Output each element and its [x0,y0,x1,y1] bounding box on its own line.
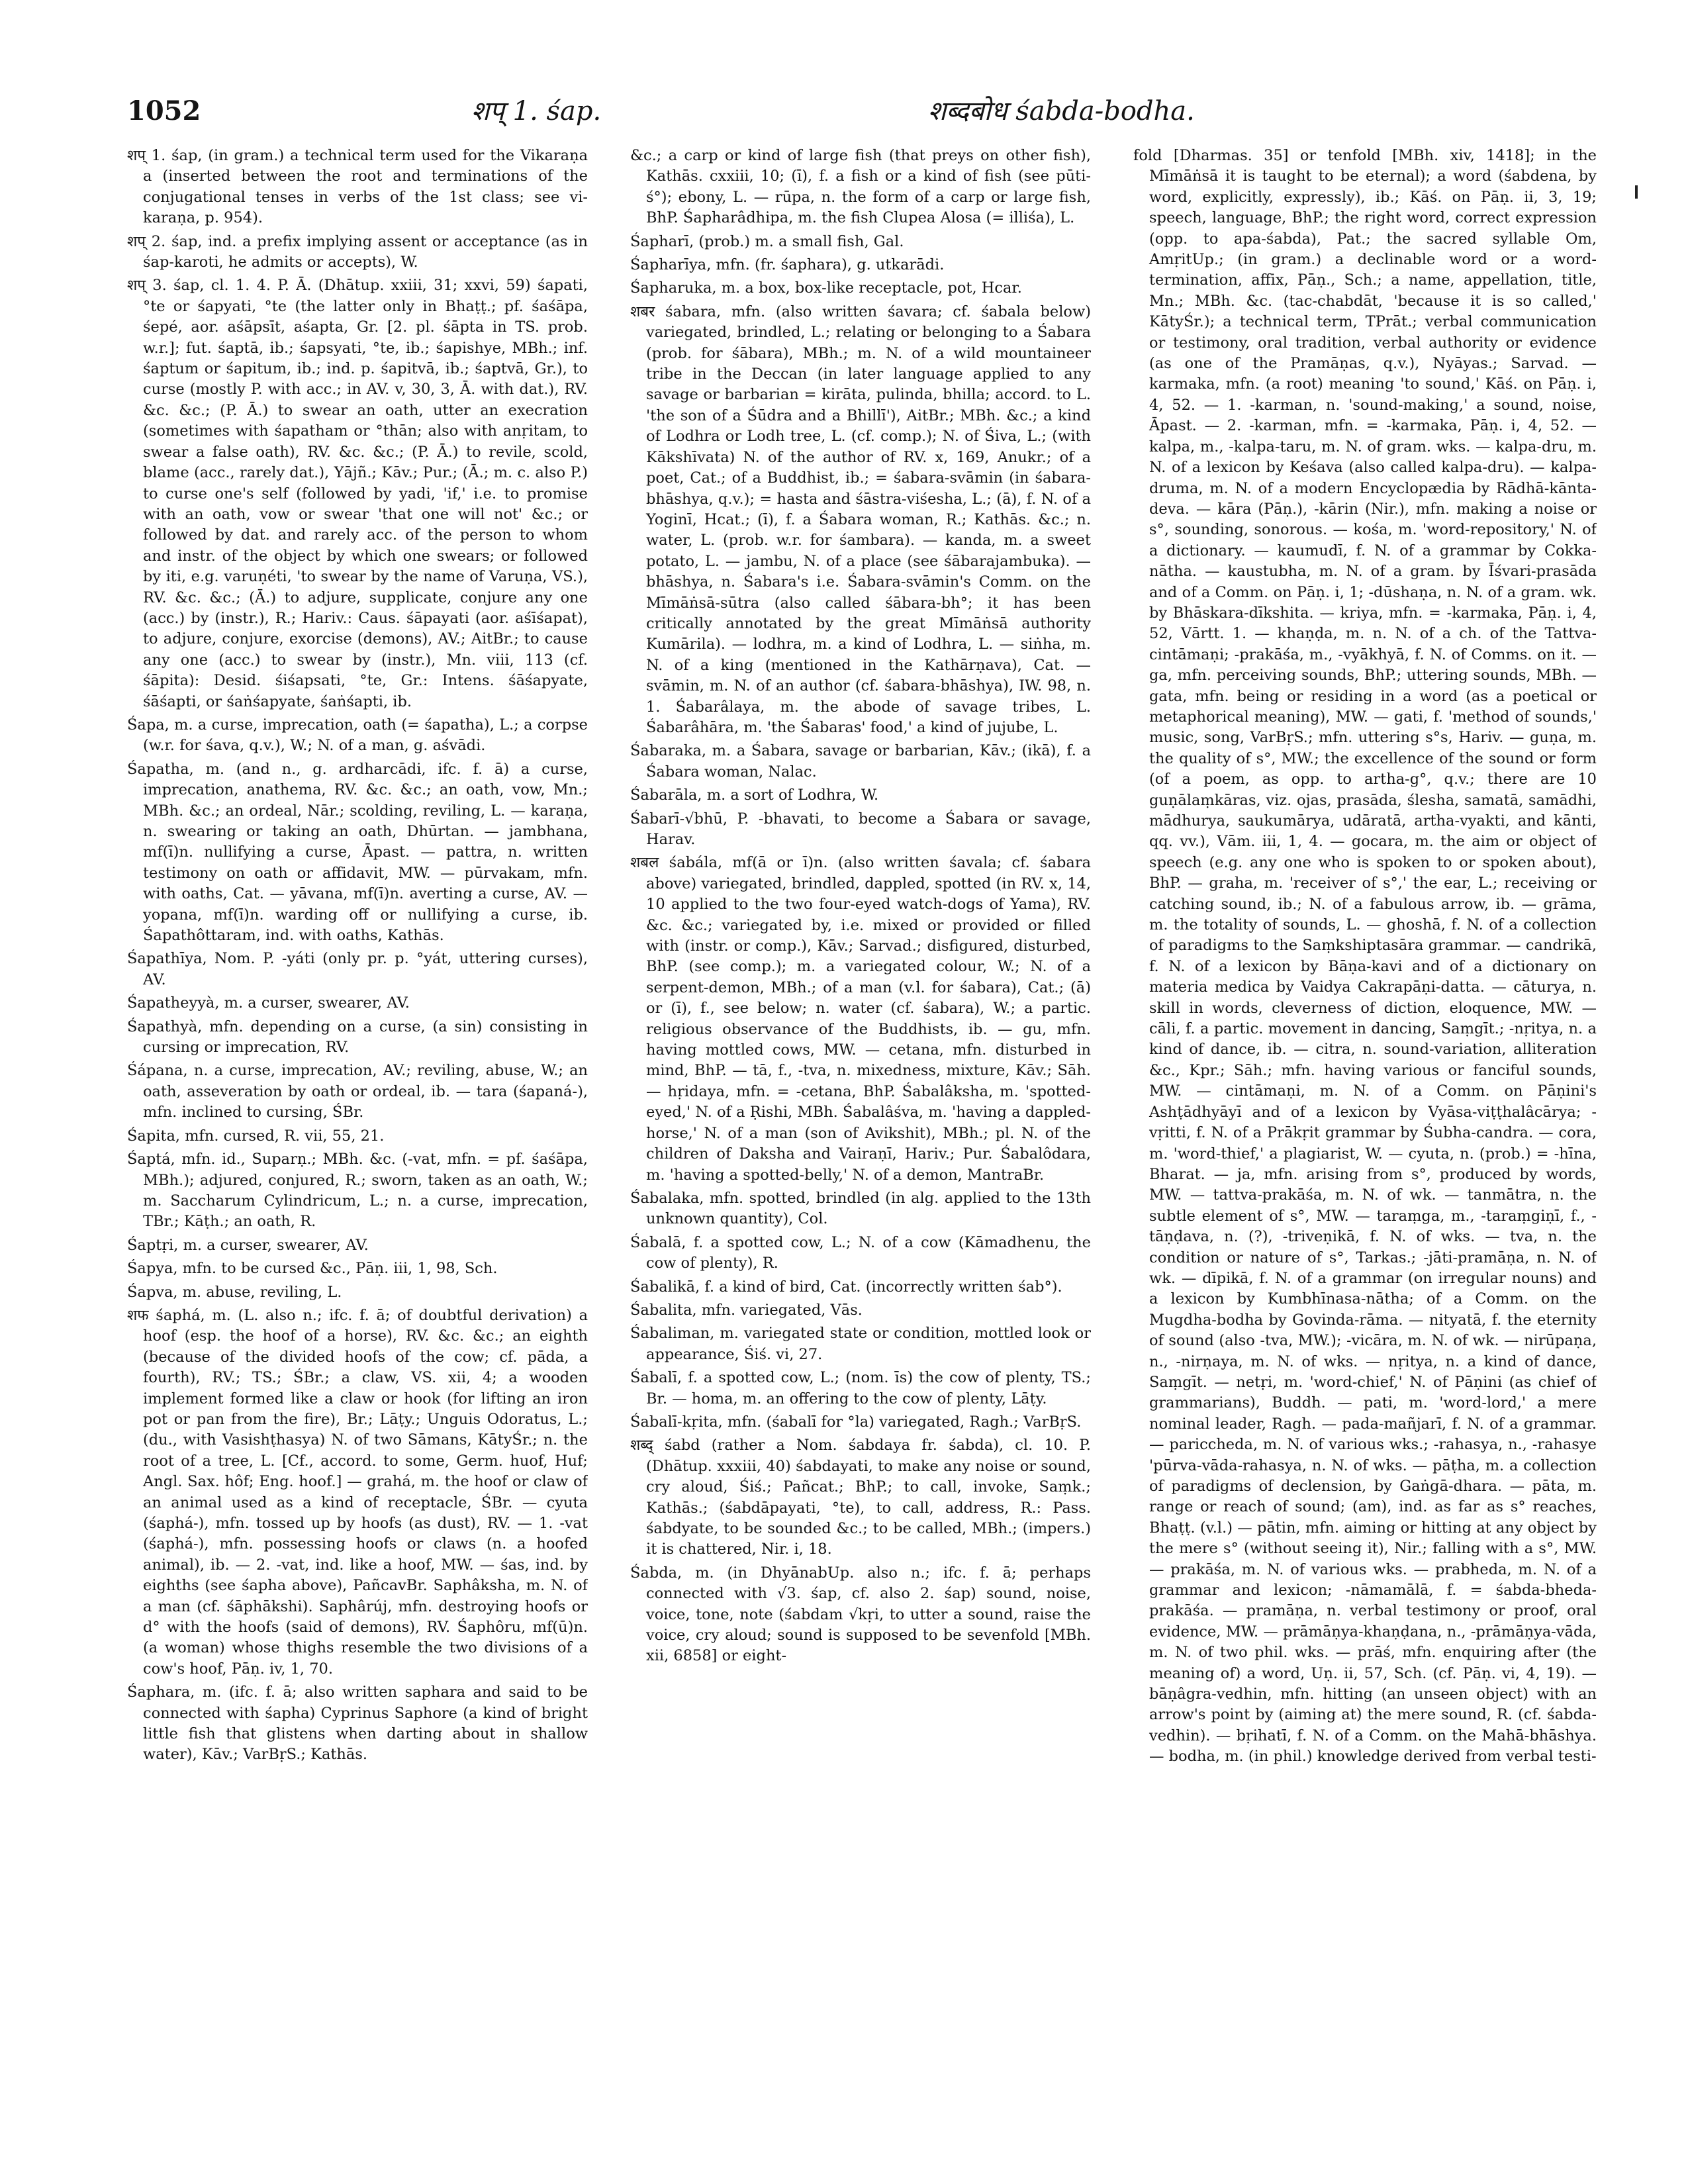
dictionary-entry: Śabaliman, m. variegated state or condition, mottled look or appearance, Śiś. vi, 27. [630,1325,1091,1363]
dictionary-entry: Śapathīya, Nom. P. -yáti (only pr. p. °yát, uttering curses), AV. [127,950,588,988]
dictionary-entry: Śapharīya, mfn. (fr. śaphara), g. utkarādi. [630,256,945,274]
dictionary-entry: Śapva, m. abuse, reviling, L. [127,1283,342,1301]
dictionary-entry: शप् 2. śap, ind. a prefix implying assent or acceptance (as in śap-karoti, he admits or accepts), W. [127,232,588,271]
dictionary-entry: Śabalā, f. a spotted cow, L.; N. of a cow (Kāmadhenu, the cow of plenty), R. [630,1233,1091,1272]
dictionary-entry: Śabarī-√bhū, P. -bhavati, to become a Śabara or savage, Harav. [630,810,1091,848]
dictionary-entry: शप् 3. śap, cl. 1. 4. P. Ā. (Dhātup. xxiii, 31; xxvi, 59) śapati, °te or śapyati, °te (the latter only in Bhaṭṭ.; pf. śaśāpa, śepé, aor. aśāpsīt, aśapta, Gr. [2. pl. śāpta in TS. prob. w.r.]; fut. śaptā, ib.; śapsyati, °te, ib.; śapishye, MBh.; inf. śaptum or śapitum, ib.; ind. p. śapitvā, ib.; śaptvā, Gr.), to curse (mostly P. with acc.; in AV. v, 30, 3, Ā. with dat.), RV. &c. &c.; (P. Ā.) to swear an oath, utter an execration (sometimes with śapatham or °thān; also with anṛitam, to swear a false oath), RV. &c. &c.; (P. Ā.) to revile, scold, blame (acc., rarely dat.), Yājñ.; Kāv.; Pur.; (Ā.; m. c. also P.) to curse one's self (followed by yadi, 'if,' i.e. to promise with an oath, vow or swear 'that one will not' &c.; or followed by dat. and rarely acc. of the person to whom and instr. of the object by which one swears; or followed by iti, e.g. varuṇéti, 'to swear by the name of Varuṇa, VS.), RV. &c. &c.; (Ā.) to adjure, supplicate, conjure any one (acc.) by (instr.), R.; Hariv.: Caus. śāpayati (aor. aśīśapat), to adjure, conjure, exorcise (demons), AV.; AitBr.; to cause any one (acc.) to swear by (instr.), Mn. viii, 113 (cf. śāpita): Desid. śiśapsati, °te, Gr.: Intens. śāśapyate, śāśapti, or śaṅśapyate, śaṅśapti, ib. [127,277,588,710]
dictionary-entry: Śapharī, (prob.) m. a small fish, Gal. [630,232,904,250]
column-1 [127,146,588,2132]
dictionary-entry: Śaptá, mfn. id., Suparṇ.; MBh. &c. (-vat, mfn. = pf. śaśāpa, MBh.); adjured, conjured, R.; sworn, taken as an oath, W.; m. Saccharum Cylindricum, L.; n. a curse, imprecation, TBr.; Kāṭh.; an oath, R. [127,1151,588,1231]
dictionary-entry: Śapathyà, mfn. depending on a curse, (a sin) consisting in cursing or imprecation, RV. [127,1018,588,1057]
right-running-head: शब्दबोध śabda-bodha. [928,96,1195,126]
dictionary-entry: शप् 1. śap, (in gram.) a technical term used for the Vikaraṇa a (inserted between the root and terminations of the conjugational tenses in verbs of the 1st class; see vi-karaṇa, p. 954). [127,147,588,227]
dictionary-entry: Śabalī, f. a spotted cow, L.; (nom. īs) the cow of plenty, TS.; Br. — homa, m. an offering to the cow of plenty, Lāṭy. [630,1369,1091,1407]
dictionary-entry: Śabalita, mfn. variegated, Vās. [630,1301,863,1319]
column-3 [1133,146,1597,2132]
dictionary-entry: Śapharuka, m. a box, box-like receptacle, pot, Hcar. [630,279,1022,297]
dictionary-entry: शबर śabara, mfn. (also written śavara; cf. śabala below) variegated, brindled, L.; relating or belonging to a Śabara (prob. for śābara), MBh.; m. N. of a wild mountaineer tribe in the Deccan (in later language applied to any savage or barbarian = kirāta, pulinda, bhilla; accord. to L. 'the son of a Śūdra and a Bhillī'), AitBr.; MBh. &c.; a kind of Lodhra or Lodh tree, L. (cf. comp.); N. of Śiva, L.; (with Kākshīvata) N. of the author of RV. x, 169, Anukr.; of a poet, Cat.; of a Buddhist, ib.; = śabara-svāmin (in śabara-bhāshya, q.v.); = hasta and śāstra-viśesha, L.; (ā), f. N. of a Yoginī, Hcat.; (ī), f. a Śabara woman, R.; Kathās. &c.; n. water, L. (prob. w.r. for śambara). — kanda, m. a sweet potato, L. — jambu, N. of a place (see śābarajambuka). — bhāshya, n. Śabara's i.e. Śabara-svāmin's Comm. on the Mīmāṅsā-sūtra (also called śābara-bh°; it has been critically annotated by the great Mīmāṅsā authority Kumārila). — lodhra, m. a kind of Lodhra, L. — siṅha, m. N. of a king (mentioned in the Kathārṇava), Cat. — svāmin, m. N. of an author (cf. śabara-bhāshya), IW. 98, n. 1. Śabarâlaya, m. the abode of savage tribes, L. Śabarâhāra, m. 'the Śabaras' food,' a kind of jujube, L. [630,303,1091,736]
dictionary-entry: शब्द् śabd (rather a Nom. śabdaya fr. śabda), cl. 10. P. (Dhātup. xxxiii, 40) śabdayati, to make any noise or sound, cry aloud, Śiś.; Pañcat.; BhP.; to call, invoke, Saṃk.; Kathās.; (śabdāpayati, °te), to call, address, R.: Pass. śabdyate, to be sounded &c.; to be called, MBh.; (impers.) it is chattered, Nir. i, 18. [630,1437,1091,1558]
dictionary-entry: शबल śabála, mf(ā or ī)n. (also written śavala; cf. śabara above) variegated, brindled, dappled, spotted (in RV. x, 14, 10 applied to the two four-eyed watch-dogs of Yama), RV. &c. &c.; variegated by, i.e. mixed or provided or filled with (instr. or comp.), Kāv.; Sarvad.; disfigured, disturbed, BhP. (see comp.); m. a variegated colour, W.; N. of a serpent-demon, MBh.; of a man (v.l. for śabara), Cat.; (ā) or (ī), f., see below; n. water (cf. śabara), W.; a partic. religious observance of the Buddhists, ib. — gu, mfn. having mottled cows, MW. — cetana, mfn. disturbed in mind, BhP. — tā, f., -tva, n. mixedness, mixture, Kāv.; Sāh. — hṛidaya, mfn. = -cetana, BhP. Śabalâksha, m. 'spotted-eyed,' N. of a Ṛishi, MBh. Śabalâśva, m. 'having a dappled-horse,' N. of a man (son of Avikshit), MBh.; pl. N. of the children of Daksha and Vairaṇī, Hariv.; Pur. Śabalôdara, m. 'having a spotted-belly,' N. of a demon, MantraBr. [630,854,1091,1184]
dictionary-entry: Śaphara, m. (ifc. f. ā; also written saphara and said to be connected with śapha) Cyprinus Saphore (a kind of bright little fish that glistens when darting about in shallow water), Kāv.; VarBṛS.; Kathās. [127,1684,588,1764]
dictionary-entry: Śabda, m. (in DhyānabUp. also n.; ifc. f. ā; perhaps connected with √3. śap, cf. also 2. śap) sound, noise, voice, tone, note (śabdam √kṛi, to utter a sound, raise the voice, cry aloud; sound is supposed to be sevenfold [MBh. xii, 6858] or eight- [630,1564,1091,1665]
dictionary-entry: Śabalaka, mfn. spotted, brindled (in alg. applied to the 13th unknown quantity), Col. [630,1189,1091,1228]
dictionary-entry: &c.; a carp or kind of large fish (that preys on other fish), Kathās. cxxiii, 10; (ī), f. a fish or a kind of fish (see pūti-ś°); ebony, L. — rūpa, n. the form of a carp or large fish, BhP. Śapharâdhipa, m. the fish Clupea Alosa (= illiśa), L. [630,147,1091,227]
column-2 [630,146,1091,2132]
dictionary-entry: Śápana, n. a curse, imprecation, AV.; reviling, abuse, W.; an oath, asseveration by oath or ordeal, ib. — tara (śapaná-), mfn. inclined to cursing, ŚBr. [127,1062,588,1121]
dictionary-entry: Śapatha, m. (and n., g. ardharcādi, ifc. f. ā) a curse, imprecation, anathema, RV. &c. &c.; an oath, vow, Mn.; MBh. &c.; an ordeal, Nār.; scolding, reviling, L. — karaṇa, n. swearing or taking an oath, Dhūrtan. — jambhana, mf(ī)n. nullifying a curse, Āpast. — pattra, n. written testimony on oath or affidavit, MW. — pūrvakam, mfn. with oaths, Cat. — yāvana, mf(ī)n. averting a curse, AV. — yopana, mf(ī)n. warding off or nullifying a curse, ib. Śapathôttaram, ind. with oaths, Kathās. [127,760,588,945]
left-running-head: शप् 1. śap. [471,96,602,126]
dictionary-entry: Śabarāla, m. a sort of Lodhra, W. [630,786,879,804]
dictionary-entry: Śabaraka, m. a Śabara, savage or barbarian, Kāv.; (ikā), f. a Śabara woman, Nalac. [630,742,1091,781]
dictionary-entry: शफ śaphá, m. (L. also n.; ifc. f. ā; of doubtful derivation) a hoof (esp. the hoof of a horse), RV. &c. &c.; an eighth (because of the divided hoofs of the cow; cf. pāda, a fourth), RV.; TS.; ŚBr.; a claw, VS. xii, 4; a wooden implement formed like a claw or hook (for lifting an iron pot or pan from the fire), Br.; Lāṭy.; Unguis Odoratus, L.; (du., with Vasishṭhasya) N. of two Sāmans, KātyŚr.; n. the root of a tree, L. [Cf., accord. to some, Germ. huof, Huf; Angl. Sax. hôf; Eng. hoof.] — grahá, m. the hoof or claw of an animal used as a kind of receptacle, ŚBr. — cyuta (śaphá-), mfn. tossed up by hoofs (as dust), RV. — 1. -vat (śaphá-), mfn. possessing hoofs or claws (n. a hoofed animal), ib. — 2. -vat, ind. like a hoof, MW. — śas, ind. by eighths (see śapha above), PañcavBr. Saphâksha, m. N. of a man (cf. śāphākshi). Saphârúj, mfn. destroying hoofs or d° with the hoofs (said of demons), RV. Śaphôru, mf(ū)n. (a woman) whose thighs resemble the two divisions of a cow's hoof, Pāṇ. iv, 1, 70. [127,1306,588,1678]
dictionary-entry: Śapatheyyà, m. a curser, swearer, AV. [127,994,410,1012]
dictionary-entry: Śapa, m. a curse, imprecation, oath (= śapatha), L.; a corpse (w.r. for śava, q.v.), W.; N. of a man, g. aśvādi. [127,716,588,755]
dictionary-entry: Śapya, mfn. to be cursed &c., Pāṇ. iii, 1, 98, Sch. [127,1260,498,1278]
dictionary-entry: fold [Dharmas. 35] or tenfold [MBh. xiv, 1418]; in the Mīmāṅsā it is taught to be eternal); a word (śabdena, by word, explicitly, expressly), ib.; Kāś. on Pāṇ. ii, 3, 19; speech, language, BhP.; the right word, correct expression (opp. to apa-śabda), Pat.; the sacred syllable Om, AmṛitUp.; (in gram.) a declinable word or a word-termination, affix, Pāṇ., Sch.; a name, appellation, title, Mn.; MBh. &c. (tac-chabdāt, 'because it is so called,' KātyŚr.); a technical term, TPrāt.; verbal communication or testimony, oral tradition, verbal authority or evidence (as one of the Pramāṇas, q.v.), Nyāyas.; Sarvad. — karmaka, mfn. (a root) meaning 'to sound,' Kāś. on Pāṇ. i, 4, 52. — 1. -karman, n. 'sound-making,' a sound, noise, Āpast. — 2. -karman, mfn. = -karmaka, Pāṇ. i, 4, 52. — kalpa, m., -kalpa-taru, m. N. of gram. wks. — kalpa-dru, m. N. of a lexicon by Keśava (also called kalpa-dru). — kalpa-druma, m. N. of a modern Encyclopædia by Rādhā-kānta-deva. — kāra (Pāṇ.), -kārin (Nir.), mfn. making a noise or s°, sounding, sonorous. — kośa, m. 'word-repository,' N. of a dictionary. — kaumudī, f. N. of a grammar by Cokka-nātha. — kaustubha, m. N. of a gram. by Īśvari-prasāda and of a Comm. on Pāṇ. i, 1; -dūshaṇa, n. N. of a gram. wk. by Bhāskara-dīkshita. — kriya, mfn. = -karmaka, Pāṇ. i, 4, 52, Vārtt. 1. — khaṇḍa, m. n. N. of a ch. of the Tattva-cintāmaṇi; -prakāśa, m., -vyākhyā, f. N. of Comms. on it. — ga, mfn. perceiving sounds, BhP.; uttering sounds, MBh. — gata, mfn. being or residing in a word (as a poetical or metaphorical meaning), MW. — gati, f. 'method of sounds,' music, song, VarBṛS.; mfn. uttering s°s, Hariv. — guṇa, m. the quality of s°, MW.; the excellence of the sound or form (of a poem, as opp. to artha-g°, q.v.; there are 10 guṇālaṃkāras, viz. ojas, prasāda, ślesha, samatā, samādhi, mādhurya, saukumārya, udāratā, artha-vyakti, and kānti, qq. vv.), Vām. iii, 1, 4. — gocara, m. the aim or object of speech (e.g. any one who is spoken to or spoken about), BhP. — graha, m. 'receiver of s°,' the ear, L.; receiving or catching sound, ib.; N. of a fabulous arrow, ib. — grāma, m. the totality of sounds, L. — ghoshā, f. N. of a collection of paradigms to the Saṃkshiptasāra grammar. — candrikā, f. N. of a lexicon by Bāṇa-kavi and of a dictionary on materia medica by Vaidya Cakrapāṇi-datta. — cāturya, n. skill in words, cleverness of diction, eloquence, MW. — cāli, f. a partic. movement in dancing, Saṃgīt.; -nṛitya, n. a kind of dance, ib. — citra, n. sound-variation, alliteration &c., Kpr.; Sāh.; mfn. having various or fanciful sounds, MW. — cintāmaṇi, m. N. of a Comm. on Pāṇini's Ashṭādhyāyī and of a lexicon by Vyāsa-viṭṭhalâcārya; -vṛitti, f. N. of a Prākṛit grammar by Śubha-candra. — cora, m. 'word-thief,' a plagiarist, W. — cyuta, n. (prob.) = -hīna, Bharat. — ja, mfn. arising from s°, produced by words, MW. — tattva-prakāśa, m. N. of wk. — tanmātra, n. the subtle element of s°, MW. — taraṃga, m., -taraṃgiṇī, f., -tāṇḍava, n. (?), -triveṇikā, f. N. of wks. — tva, n. the condition or nature of s°, Tarkas.; -jāti-pramāṇa, n. N. of wk. — dīpikā, f. N. of a grammar (on irregular nouns) and a lexicon by Kumbhīnasa-nātha; of a Comm. on the Mugdha-bodha by Govinda-rāma. — nityatā, f. the eternity of sound (also -tva, MW.); -vicāra, m. N. of wk. — nirūpaṇa, n., -nirṇaya, m. N. of wks. — nṛitya, n. a kind of dance, Saṃgīt. — netṛi, m. 'word-chief,' N. of Pāṇini (as chief of grammarians), Buddh. — pati, m. 'word-lord,' a mere nominal leader, Ragh. — pada-mañjarī, f. N. of a grammar. — pariccheda, m. N. of various wks.; -rahasya, n., -rahasye 'pūrva-vāda-rahasya, n. N. of wks. — pāṭha, m. a collection of paradigms of declension, by Gaṅgā-dhara. — pāta, m. range or reach of sound; (am), ind. as far as s° reaches, Bhaṭṭ. (v.l.) — pātin, mfn. aiming or hitting at any object by the mere s° (without seeing it), Nir.; falling with a s°, MW. — prakāśa, m. N. of various wks. — prabheda, m. N. of a grammar and lexicon; -nāmamālā, f. = śabda-bheda-prakāśa. — pramāṇa, n. verbal testimony or proof, oral evidence, MW. — prāmāṇya-khaṇḍana, n., -prāmāṇya-vāda, m. N. of two phil. wks. — prāś, mfn. enquiring after (the meaning of) a word, Uṇ. ii, 57, Sch. (cf. Pāṇ. vi, 4, 19). — bāṇâgra-vedhin, mfn. hitting (an unseen object) with an arrow's point by (aiming at) the mere sound, R. (cf. śabda-vedhin). — bṛihatī, f. N. of a Comm. on the Mahā-bhāshya. — bodha, m. (in phil.) knowledge derived from verbal testi- [1133,147,1597,1766]
dictionary-entry: Śabalikā, f. a kind of bird, Cat. (incorrectly written śab°). [630,1278,1062,1296]
page-header [127,94,1594,140]
margin-mark [1635,185,1638,199]
dictionary-entry: Śabalī-kṛita, mfn. (śabalī for °la) variegated, Ragh.; VarBṛS. [630,1413,1082,1431]
page-number: 1052 [127,95,201,126]
dictionary-entry: Śaptṛi, m. a curser, swearer, AV. [127,1236,369,1254]
dictionary-entry: Śapita, mfn. cursed, R. vii, 55, 21. [127,1127,385,1145]
